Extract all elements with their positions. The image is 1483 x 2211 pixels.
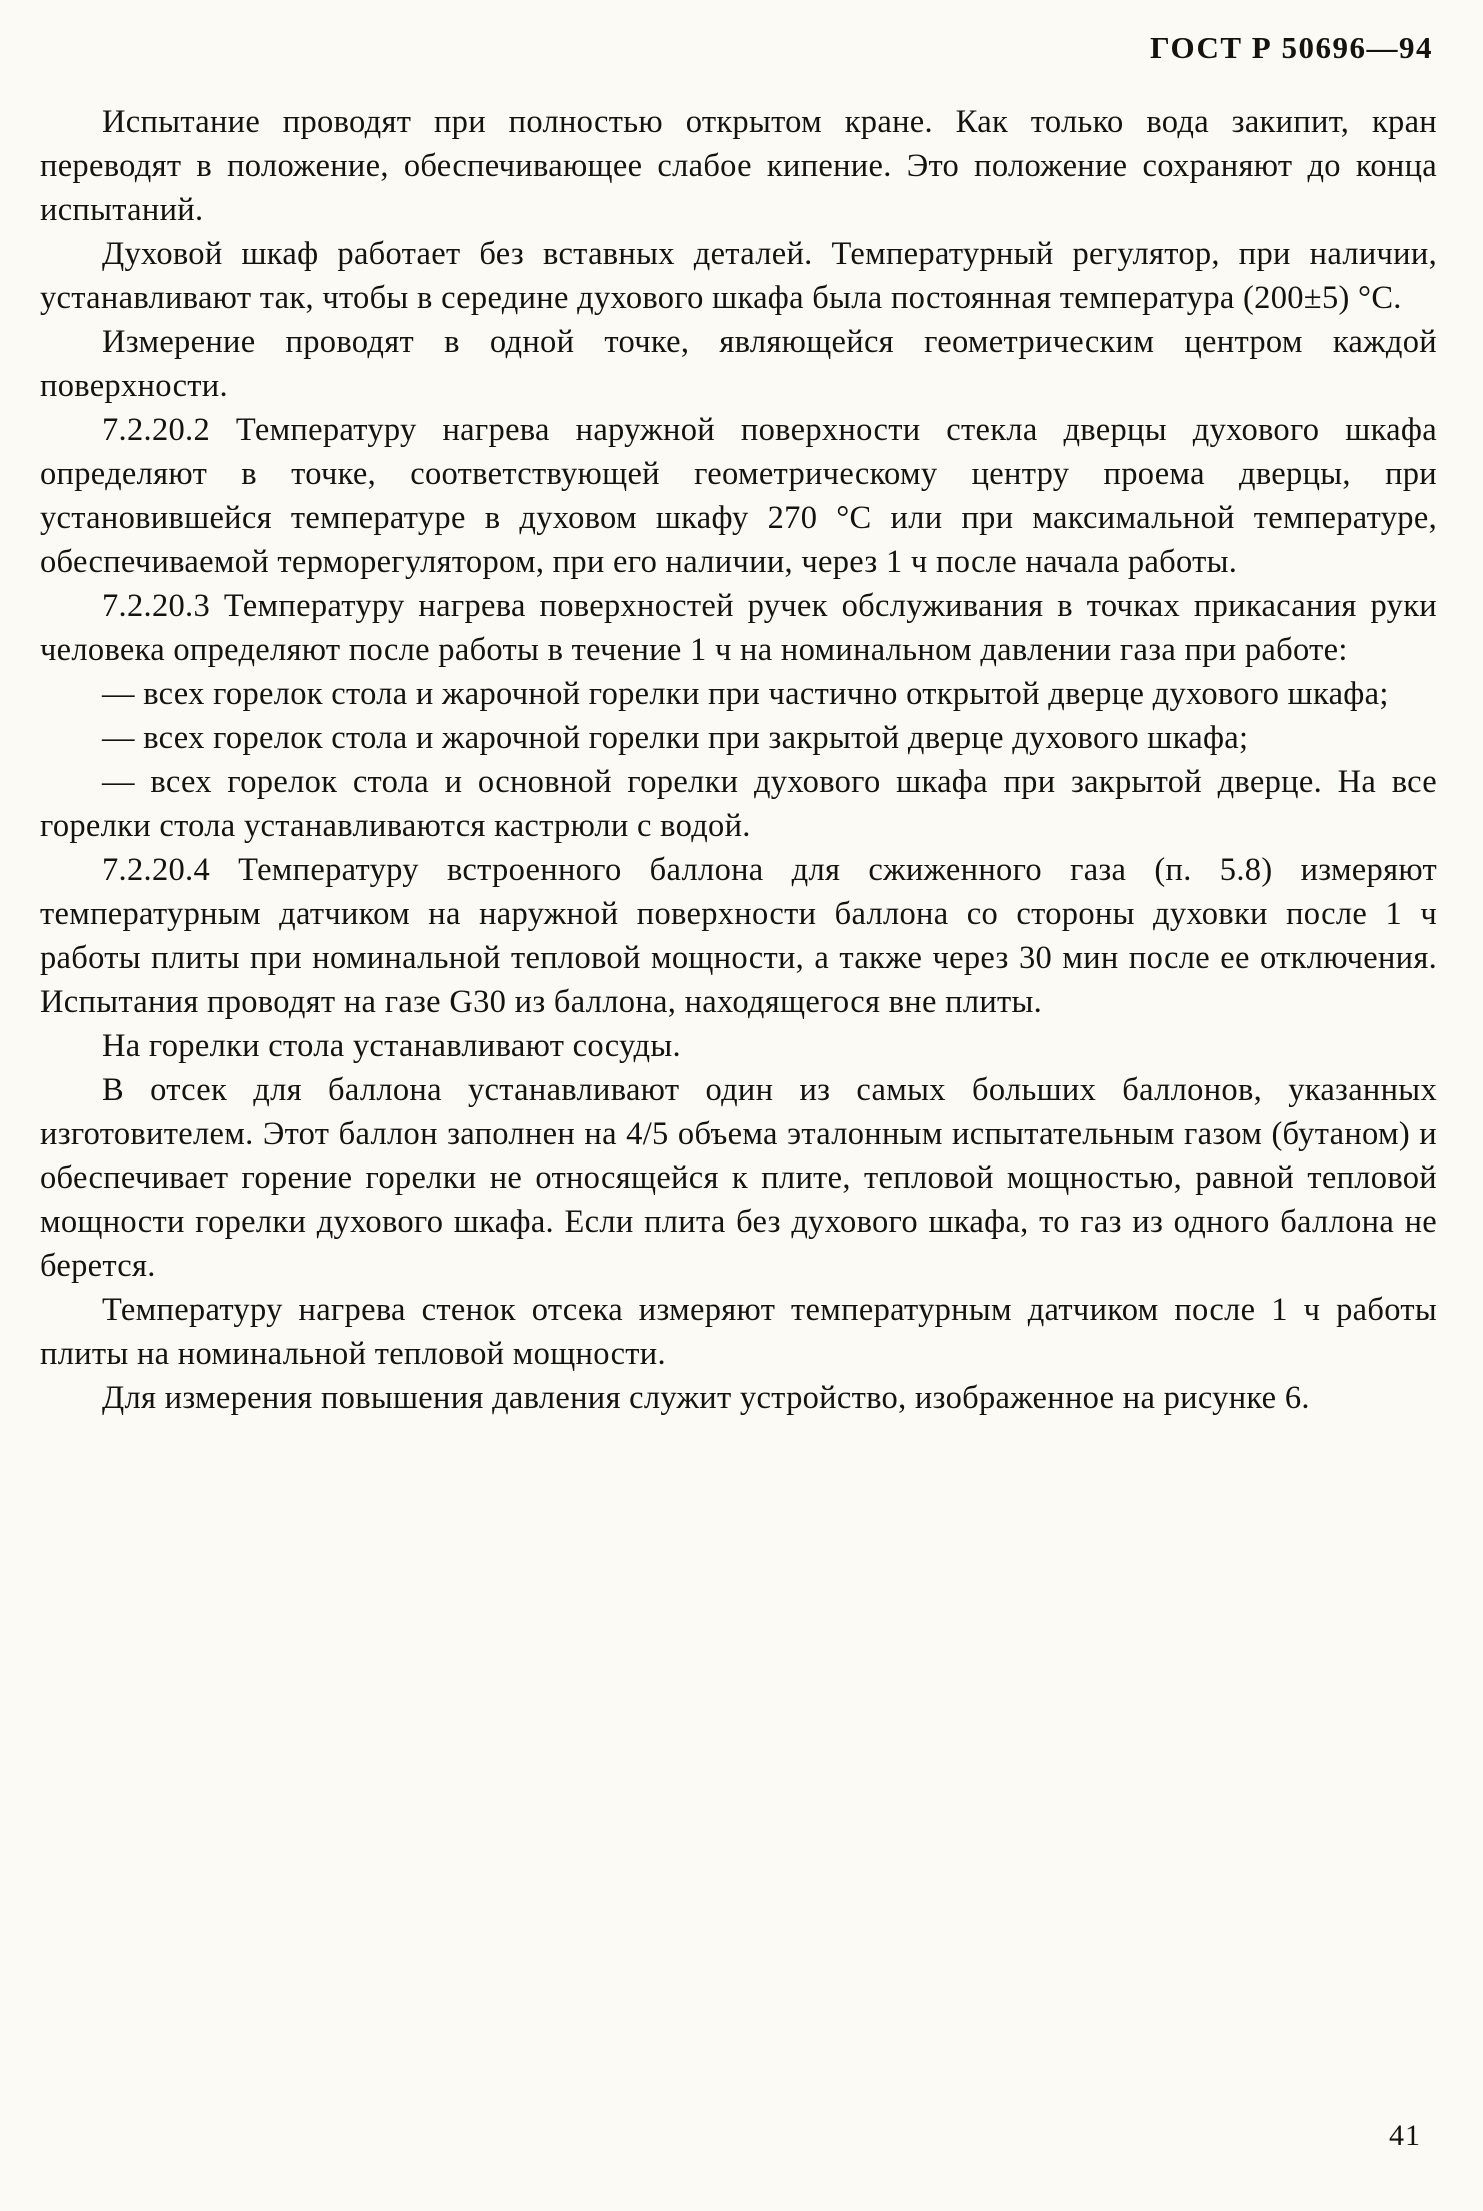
- list-item: — всех горелок стола и жарочной горелки при частично открытой дверце духового шкафа;: [102, 676, 1389, 712]
- paragraph: 7.2.20.3 Температуру нагрева поверхностей ручек обслуживания в точках прикасания руки человека определяют после работы в течение 1 ч на номинальном давлении газа при работе:: [40, 588, 1437, 668]
- page-footer: [1389, 2119, 1421, 2153]
- document-body: [40, 100, 1437, 1420]
- list-item: — всех горелок стола и основной горелки духового шкафа при закрытой дверце. На все горелки стола устанавливаются кастрюли с водой.: [40, 764, 1437, 844]
- doc-number: ГОСТ Р 50696—94: [1150, 30, 1433, 65]
- paragraph: Духовой шкаф работает без вставных деталей. Температурный регулятор, при наличии, устанавливают так, чтобы в середине духового шкафа была постоянная температура (200±5) °С.: [40, 236, 1437, 316]
- paragraph: 7.2.20.2 Температуру нагрева наружной поверхности стекла дверцы духового шкафа определяют в точке, соответствующей геометрическому центру проема дверцы, при установившейся температуре в духовом шкафу 270 °С или при максимальной температуре, обеспечиваемой терморегулятором, при его наличии, через 1 ч после начала работы.: [40, 412, 1437, 580]
- paragraph: Температуру нагрева стенок отсека измеряют температурным датчиком после 1 ч работы плиты на номинальной тепловой мощности.: [40, 1292, 1437, 1372]
- paragraph: Испытание проводят при полностью открытом кране. Как только вода закипит, кран переводят в положение, обеспечивающее слабое кипение. Это положение сохраняют до конца испытаний.: [40, 104, 1437, 228]
- paragraph: Измерение проводят в одной точке, являющейся геометрическим центром каждой поверхности.: [40, 324, 1437, 404]
- paragraph: В отсек для баллона устанавливают один из самых больших баллонов, указанных изготовителем. Этот баллон заполнен на 4/5 объема эталонным испытательным газом (бутаном) и обеспечивает горение горелки не относящейся к плите, тепловой мощностью, равной тепловой мощности горелки духового шкафа. Если плита без духового шкафа, то газ из одного баллона не берется.: [40, 1072, 1437, 1284]
- page-header: [40, 30, 1437, 66]
- list-item: — всех горелок стола и жарочной горелки при закрытой дверце духового шкафа;: [102, 720, 1249, 756]
- page-number: 41: [1389, 2119, 1421, 2152]
- paragraph: Для измерения повышения давления служит устройство, изображенное на рисунке 6.: [102, 1380, 1310, 1416]
- paragraph: На горелки стола устанавливают сосуды.: [102, 1028, 681, 1064]
- paragraph: 7.2.20.4 Температуру встроенного баллона для сжиженного газа (п. 5.8) измеряют температурным датчиком на наружной поверхности баллона со стороны духовки после 1 ч работы плиты при номинальной тепловой мощности, а также через 30 мин после ее отключения. Испытания проводят на газе G30 из баллона, находящегося вне плиты.: [40, 852, 1437, 1020]
